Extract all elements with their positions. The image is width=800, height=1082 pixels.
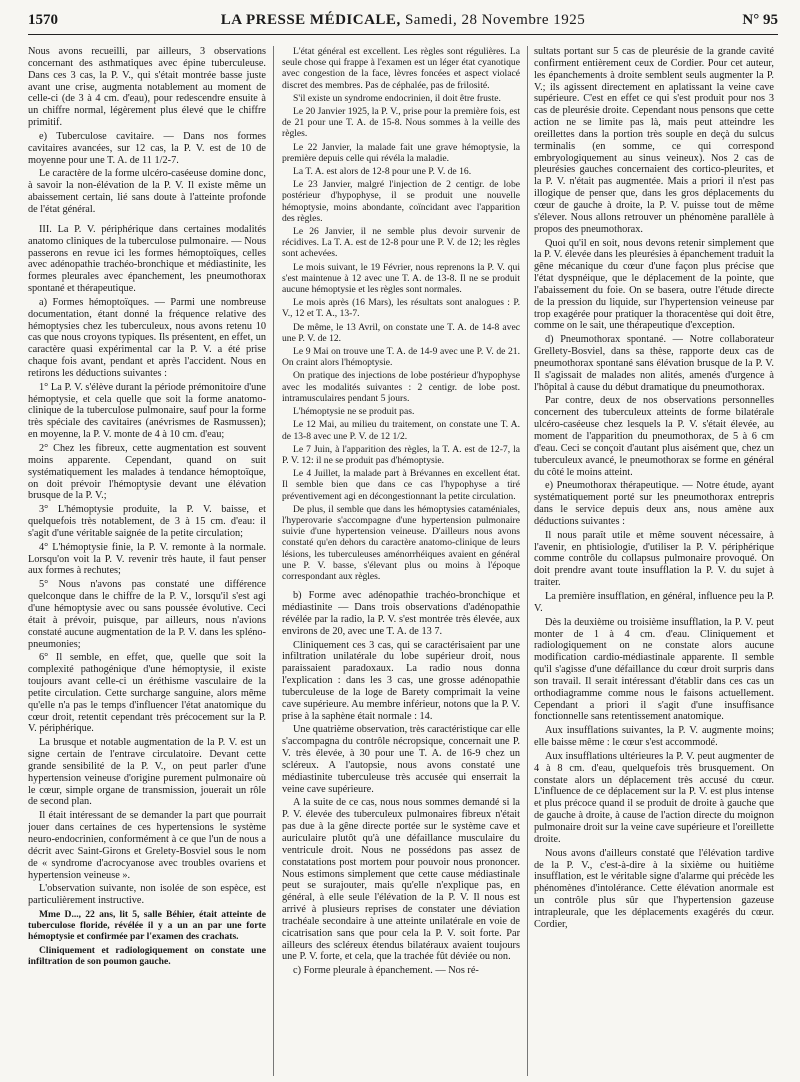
paragraph: A la suite de ce cas, nous nous sommes demandé si la P. V. élevée des tuberculeux pulmonaires fibreux n'était pas due à la gêne directe portée sur le système cave et auriculaire plutôt qu'à une défaillance musculaire du ventricule droit. Nous ne possédons pas assez de constatations post mortem pour pouvoir nous prononcer. Nous estimons simplement que cette cause médiastinale peut se surajouter, mais qu'elle n'explique pas, en général, à elle seule l'élévation de la P. V. Il nous est arrivé à plusieurs reprises de constater une déviation trachéale secondaire à une atteinte unilatérale en voie de cicatrisation sans que pour cela la P. V. soit forte. Par ailleurs des scléreux étendus bilatéraux avaient toujours une P. V. forte, et cela, que la trachée fût déviée ou non. <box>282 797 520 963</box>
paragraph: Nous avons d'ailleurs constaté que l'élévation tardive de la P. V., c'est-à-dire à la sixième ou huitième insufflation, est le véritable signe d'alarme qui précède les phénomènes d'intolérance. Cette élévation anormale est un contrôle plus sûr que l'hypertension gazeuse intrapleurale, que les déplacements exagérés du cœur. Cordier, <box>534 847 774 930</box>
case-paragraph: L'état général est excellent. Les règles sont régulières. La seule chose qui frappe à l'examen est un léger état cyanotique avec congestion de la face, lèvres foncées et aspect violacé discret des membres. Pas de céphalée, pas de frilosité. <box>282 46 520 91</box>
page-header <box>28 12 778 35</box>
page-number: 1570 <box>28 12 58 28</box>
paragraph: d) Pneumothorax spontané. — Notre collaborateur Grellety-Bosviel, dans sa thèse, rapporte deux cas de pneumothorax spontané sans élévation brusque de la P. V. Il s'agissait de malades non alités, amenés d'urgence à l'hôpital à cause du début dramatique du pneumothorax. <box>534 334 774 393</box>
paragraph: 5° Nous n'avons pas constaté une différence quelconque dans le chiffre de la P. V., lorsqu'il s'est agi d'une hémoptysie avec ou sans poussée évolutive. Ceci était à prévoir, puisque, par ailleurs, nous n'avions constaté aucune augmentation de la P. V. dans les spléno-pneumonies; <box>28 579 266 650</box>
case-paragraph: Cliniquement et radiologiquement on constate une infiltration de son poumon gauche. <box>28 944 266 967</box>
case-paragraph: Le mois suivant, le 19 Février, nous reprenons la P. V. qui s'est maintenue à 12 avec une T. A. de 13-8. Il ne se produit aucune hémoptysie et les règles sont normales. <box>282 261 520 296</box>
case-paragraph: L'hémoptysie ne se produit pas. <box>293 406 415 418</box>
paragraph: sultats portant sur 5 cas de pleurésie de la grande cavité confirment entièrement ceux de Cordier. Pour cet auteur, les épanchements à droite semblent seuls augmenter la P. V.; ils agissent directement en aplatissant la veine cave supérieure. C'est en effet ce qui s'est produit pour nos 3 cas de pleurésie droite. Cependant nous pensons que cette action ne se limite pas là, mais peut atteindre les oreillettes dans la portion très souple en deçà du sulcus terminalis (en somme, ce qui correspond embryologiquement au sinus veineux). Nos 2 cas de pleurésies gauches concernaient des cortico-pleurites, et la P. V. n'était pas augmentée. Mais a priori il n'est pas illogique de penser que, dans les gros déplacements du cœur de gauche à droite, la P. V. puisse tout de même s'élever. Nous allons retrouver un phénomène parallèle à propos des pneumothorax. <box>534 46 774 235</box>
case-paragraph: Le 9 Mai on trouve une T. A. de 14-9 avec une P. V. de 21. On craint alors l'hémoptysie. <box>282 346 520 369</box>
paragraph: La première insufflation, en général, influence peu la P. V. <box>534 590 774 614</box>
case-paragraph: On pratique des injections de lobe postérieur d'hypophyse avec les modalités suivantes : 2 centigr. de lobe post. intramusculaires pendant 5 jours. <box>282 370 520 404</box>
column-3 <box>534 46 774 1076</box>
paragraph: 3° L'hémoptysie produite, la P. V. baisse, et quelquefois très notablement, de 3 à 15 cm. d'eau: il s'agit d'une véritable saignée de la petite circulation; <box>28 504 266 539</box>
case-paragraph: Le 23 Janvier, malgré l'injection de 2 centigr. de lobe postérieur d'hypophyse, il se produit une nouvelle hémoptysie, moins abondante, coïncidant avec l'apparition des règles. <box>282 179 520 224</box>
paragraph: Il nous paraît utile et même souvent nécessaire, à l'avenir, en phtisiologie, d'utiliser la P. V. périphérique comme contrôle du collapsus pulmonaire provoqué. On doit prendre avant toute insufflation la P. V. du sujet à traiter. <box>534 529 774 589</box>
case-paragraph: Le 7 Juin, à l'apparition des règles, la T. A. est de 12-7, la P. V. 12: il ne se produit pas d'hémoptysie. <box>282 443 520 466</box>
case-paragraph: S'il existe un syndrome endocrinien, il doit être fruste. <box>293 92 501 104</box>
paragraph: Une quatrième observation, très caractéristique car elle s'accompagna du contrôle nécropsique, concernait une P. V. très élevée, à 30 pour une T. A. de 16-9 chez un scléreux. A l'autopsie, nous avons constaté une médiastinite tuberculeuse très accusée qui enserrait la veine cave supérieure. <box>282 724 520 795</box>
paragraph: Aux insufflations ultérieures la P. V. peut augmenter de 4 à 8 cm. d'eau, quelquefois très brusquement. On constate alors un déplacement très accusé du cœur. L'influence de ce déplacement sur la P. V. est plus intense et plus précoce quand il se produit de droite à gauche que de gauche à droite, à cause de l'action directe du moignon pulmonaire droit sur la veine cave supérieure et l'oreillette droite. <box>534 750 774 845</box>
column-2 <box>282 46 520 1076</box>
case-paragraph: La T. A. est alors de 12-8 pour une P. V. de 16. <box>293 166 472 178</box>
paragraph: Le caractère de la forme ulcéro-caséeuse domine donc, à savoir la non-élévation de la P. V. Il existe même un abaissement certain, lié sans doute à l'atteinte profonde de l'état général. <box>28 168 266 215</box>
case-paragraph: Le mois après (16 Mars), les résultats sont analogues : P. V., 12 et T. A., 13-7. <box>282 297 520 320</box>
paragraph: Il était intéressant de se demander la part que pourrait jouer dans certaines de ces hypertensions le système neuro-endocrinien, conformément à ce que l'un de nous a décrit avec Saint-Girons et Grelety-Bosviel sous le nom de « syndrome d'acrocyanose avec troubles ovariens et hypertension veineuse ». <box>28 810 266 881</box>
issue-number: N° 95 <box>742 12 778 28</box>
paragraph: Par contre, deux de nos observations personnelles concernent des tuberculeux atteints de forme bilatérale ulcéro-caséeuse chez lesquels la P. V. s'était élevée, au moment de l'apparition du pneumothorax, de 5 à 6 cm d'eau. Ceci se conçoit d'autant plus aisément que, chez un tuberculeux avancé, le pneumothorax se forme en général du côté le moins atteint. <box>534 395 774 478</box>
section-heading-paragraph: III. La P. V. périphérique dans certaines modalités anatomo cliniques de la tuberculose pulmonaire. — Nous passerons en revue ici les formes hémoptoïques, celles avec adénopathie trachéo-bronchique et médiastinite, les formes pleurales avec épanchement, les pneumothorax spontané et thérapeutique. <box>28 223 266 295</box>
case-paragraph: De même, le 13 Avril, on constate une T. A. de 14-8 avec une P. V. de 12. <box>282 321 520 344</box>
column-divider <box>527 46 528 1076</box>
paragraph: Nous avons recueilli, par ailleurs, 3 observations concernant des asthmatiques avec épine tuberculeuse. Dans ces 3 cas, la P. V., qui s'était montrée basse juste avant une crise, augmenta notablement au moment de celle-ci (de 3 à 4 cm. d'eau), pour redescendre ensuite à un chiffre normal, légèrement plus élevé que le chiffre primitif. <box>28 46 266 129</box>
case-paragraph: Mme D..., 22 ans, lit 5, salle Béhier, était atteinte de tuberculose floride, révélée il y a un an par une forte hémoptysie et confirmée par l'examen des crachats. <box>28 909 266 943</box>
paragraph: Dès la deuxième ou troisième insufflation, la P. V. peut monter de 1 à 4 cm. d'eau. Cliniquement et radiologiquement on ne constate alors aucune modification cardio-médiastinale apparente. Il semble qu'il s'agisse d'une défaillance du cœur droit surpris dans son travail. Il serait intéressant d'établir dans ces cas un orthodiagramme comme nous le faisons actuellement. Cependant a priori il s'agit d'une insuffisance fonctionnelle sans retentissement anatomique. <box>534 616 774 723</box>
paragraph: 1° La P. V. s'élève durant la période prémonitoire d'une hémoptysie, et cela quelle que soit la forme anatomo-clinique de la tuberculose pulmonaire, sauf pour la forme très spéciale des cavitaires (anévrismes de Rasmussen); en moyenne, la P. V. monte de 4 à 10 cm. d'eau; <box>28 381 266 441</box>
issue-date: Samedi, 28 Novembre 1925 <box>404 12 586 28</box>
column-1 <box>28 46 266 1076</box>
case-paragraph: Le 20 Janvier 1925, la P. V., prise pour la première fois, est de 21 pour une T. A. de 15-8. Nous sommes à la veille des règles. <box>282 106 520 140</box>
running-title <box>28 12 778 29</box>
case-paragraph: Le 12 Mai, au milieu du traitement, on constate une T. A. de 13-8 avec une P. V. de 12 1/2. <box>282 419 520 442</box>
paragraph: 2° Chez les fibreux, cette augmentation est souvent moins apparente. Cependant, quand on suit systématiquement les malades à tendance hémoptoïque, on doit prévoir l'hémoptysie devant une élévation brusque de la P. V.; <box>28 443 266 502</box>
case-paragraph: Le 4 Juillet, la malade part à Brévannes en excellent état. Il semble bien que dans ce cas l'hypophyse a tiré préventivement agi en décongestionnant la petite circulation. <box>282 468 520 502</box>
paragraph: Quoi qu'il en soit, nous devons retenir simplement que la P. V. élevée dans les pleurésies à épanchement traduit la gêne mécanique du cœur d'une façon plus précise que l'état dyspnéique, que le déplacement de la pointe, que l'abaissement du foie. On se basera, outre l'étude directe de la pression du liquide, sur l'hypertension veineuse par trop exagérée pour pratiquer la thoracentèse qui doit être, comme on le sait, une thérapeutique d'exception. <box>534 237 774 332</box>
paragraph: La brusque et notable augmentation de la P. V. est un signe certain de l'entrave circulatoire. Devant cette grande sensibilité de la P. V., on peut parler d'une hypertension veineuse d'origine purement pulmonaire où le cœur, simple organe de transmission, jouerait un rôle de second plan. <box>28 737 266 808</box>
paragraph: L'observation suivante, non isolée de son espèce, est particulièrement instructive. <box>28 883 266 907</box>
paragraph: c) Forme pleurale à épanchement. — Nos ré- <box>293 965 479 977</box>
paragraph: a) Formes hémoptoïques. — Parmi une nombreuse documentation, étant donné la fréquence relative des hémoptysies chez les tuberculeux, nous avons retenu 10 cas que nous croyons typiques. Ils présentent, en effet, un caractère quasi expérimental car la P. V. a été prise chaque fois avant, pendant et après l'accident. Nous en retirons les déductions suivantes : <box>28 296 266 379</box>
paragraph: 4° L'hémoptysie finie, la P. V. remonte à la normale. Lorsqu'on voit la P. V. revenir très haute, il faut penser aux formes à rechutes; <box>28 541 266 577</box>
case-paragraph: Le 26 Janvier, il ne semble plus devoir survenir de récidives. La T. A. est de 12-8 pour une P. V. de 12; les règles sont achevées. <box>282 226 520 260</box>
paragraph: Cliniquement ces 3 cas, qui se caractérisaient par une infiltration unilatérale du lobe supérieur droit, nous paraissaient paradoxaux. La radio nous donna l'explication : dans les 3 cas, une grosse adénopathie tuberculeuse de la loge de Barety comprimait la veine cave supérieure. Au membre inférieur, notons que la P. V. prise à la saphène était normale : 14. <box>282 639 520 722</box>
case-paragraph: De plus, il semble que dans les hémoptysies cataméniales, l'hyperovarie s'accompagne d'une hypertension pulmonaire suivie d'une hypertension veineuse. D'ailleurs nous avons constaté qu'en dehors du caractère anatomo-clinique de leurs lésions, les tuberculeuses aménorrhéiques avaient en général une P. V. basse, s'élevant plus ou moins à l'époque correspondant aux règles. <box>282 503 520 582</box>
paragraph: e) Tuberculose cavitaire. — Dans nos formes cavitaires avancées, sur 12 cas, la P. V. est de 10 de moyenne pour une T. A. de 11 1/2-7. <box>28 130 266 166</box>
paragraph: Aux insufflations suivantes, la P. V. augmente moins; elle baisse même : le cœur s'est accommodé. <box>534 725 774 749</box>
column-divider <box>273 46 274 1076</box>
paragraph: b) Forme avec adénopathie trachéo-bronchique et médiastinite — Dans trois observations d'adénopathie révélée par la radio, la P. V. s'est montrée très élevée, aux environs de 20, avec une T. A. de 13 7. <box>282 590 520 637</box>
paragraph: 6° Il semble, en effet, que, quelle que soit la complexité pathogénique d'une hémoptysie, il existe toujours avant celle-ci un éréthisme vasculaire de la petite circulation. Cette surcharge sanguine, alors même qu'elle n'a pas le temps d'influencer l'état anatomique du cœur droit, retentit cependant très précocement sur la P. V. périphérique. <box>28 652 266 735</box>
case-paragraph: Le 22 Janvier, la malade fait une grave hémoptysie, la première depuis celle qui révéla la maladie. <box>282 141 520 164</box>
paragraph: e) Pneumothorax thérapeutique. — Notre étude, ayant systématiquement porté sur les pneumothorax entrepris dans le service depuis deux ans, nous amène aux déductions suivantes : <box>534 480 774 527</box>
journal-title: LA PRESSE MÉDICALE, <box>220 12 401 28</box>
